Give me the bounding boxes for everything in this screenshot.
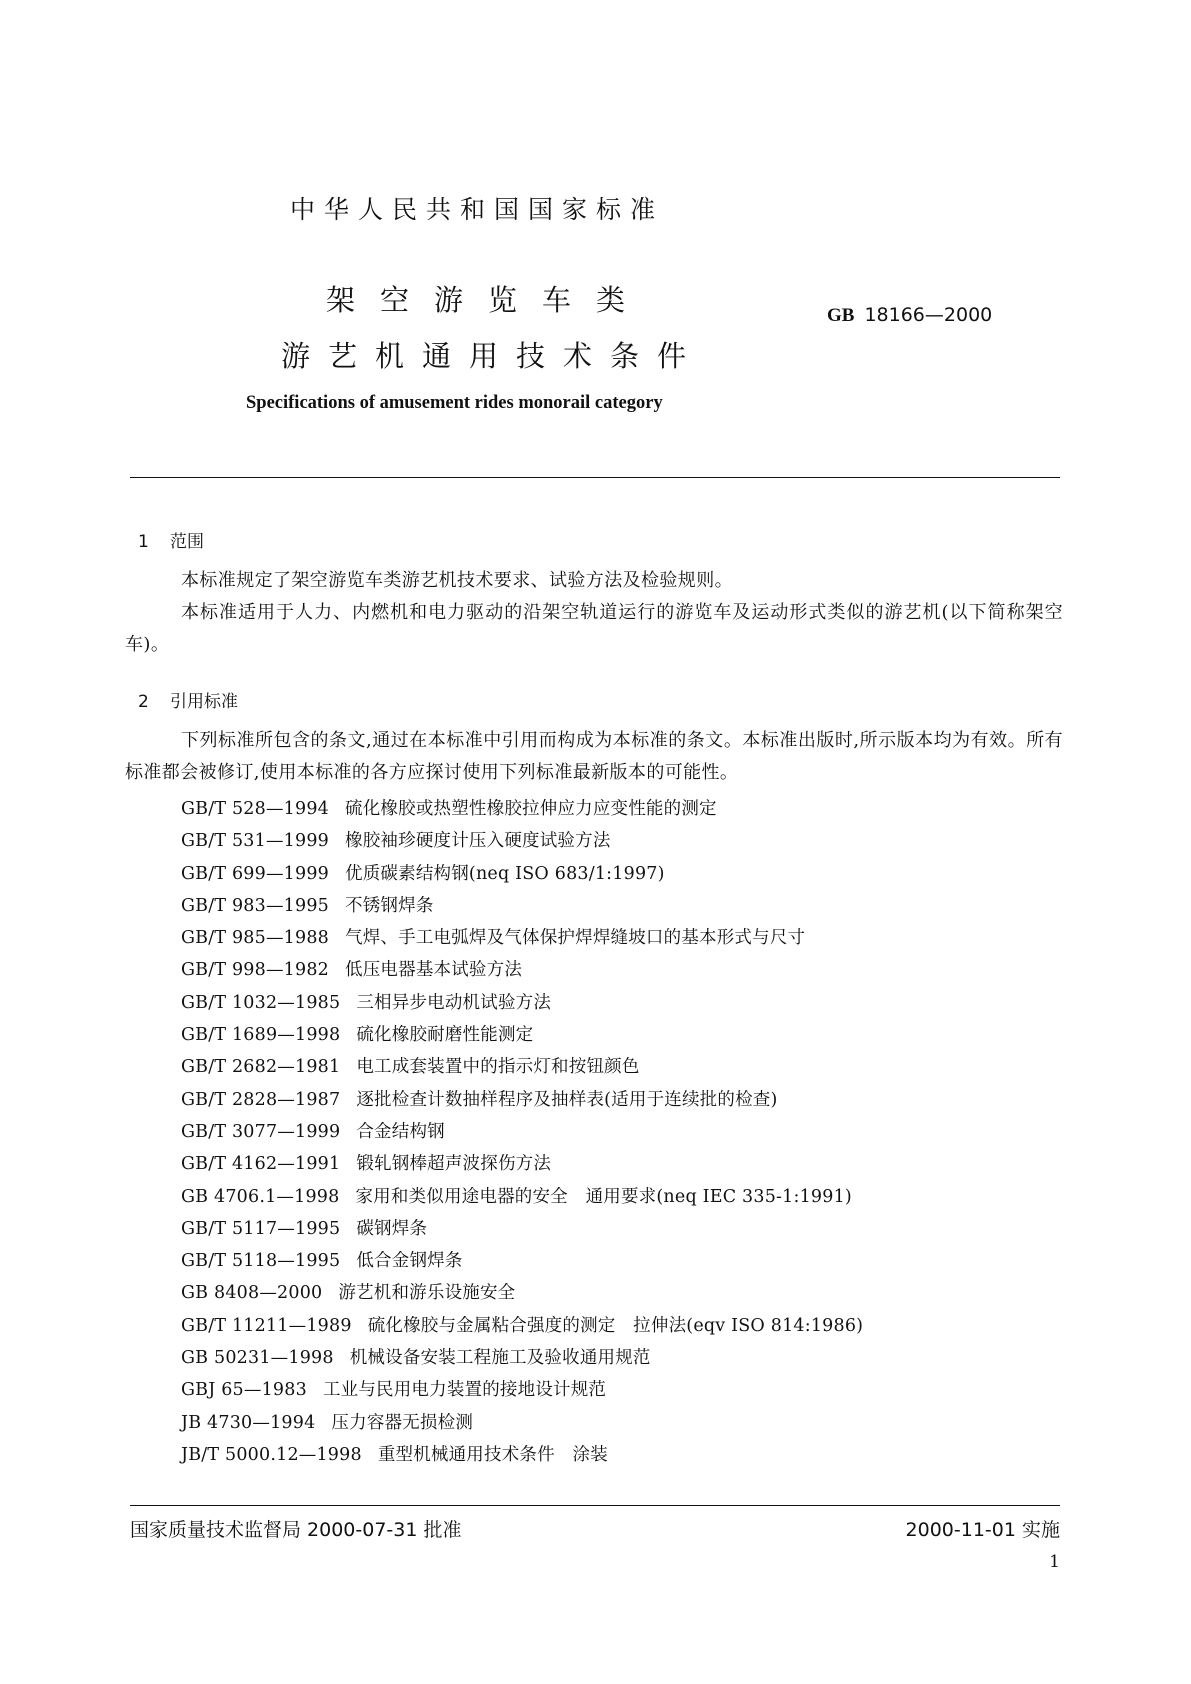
reference-item	[181, 1213, 863, 1245]
reference-code: GB/T 2828—1987	[181, 1089, 341, 1110]
english-title: Specifications of amusement rides monorail category	[246, 393, 663, 413]
header-divider	[130, 477, 1060, 478]
reference-item	[181, 890, 863, 922]
page-number: 1	[1049, 1552, 1060, 1572]
reference-item	[181, 1245, 863, 1277]
reference-title: 低压电器基本试验方法	[345, 960, 523, 981]
effective-date: 2000-11-01 实施	[905, 1519, 1060, 1541]
reference-title: 气焊、手工电弧焊及气体保护焊焊缝坡口的基本形式与尺寸	[345, 928, 806, 949]
footer-divider	[130, 1505, 1060, 1506]
reference-code: JB/T 5000.12—1998	[181, 1444, 362, 1465]
reference-item	[181, 1084, 863, 1116]
section-1-title: 范围	[170, 532, 204, 552]
reference-title: 硫化橡胶耐磨性能测定	[356, 1025, 534, 1046]
reference-title: 家用和类似用途电器的安全 通用要求(neq IEC 335-1:1991)	[355, 1186, 852, 1207]
reference-title: 三相异步电动机试验方法	[356, 992, 552, 1013]
reference-title: 合金结构钢	[356, 1121, 445, 1142]
standard-code-number: 18166—2000	[864, 304, 993, 326]
reference-code: GB/T 998—1982	[181, 960, 330, 981]
section-2-intro: 下列标准所包含的条文,通过在本标准中引用而构成为本标准的条文。本标准出版时,所示版本均为有效。所有标准都会被修订,使用本标准的各方应探讨使用下列标准最新版本的可能性。	[125, 730, 1063, 783]
national-standard-heading: 中华人民共和国国家标准	[290, 195, 665, 224]
reference-item	[181, 1019, 863, 1051]
reference-code: GB/T 4162—1991	[181, 1154, 341, 1175]
reference-title: 不锈钢焊条	[345, 895, 434, 916]
section-1-paragraph-1: 本标准规定了架空游览车类游艺机技术要求、试验方法及检验规则。	[181, 570, 733, 591]
reference-title: 硫化橡胶与金属粘合强度的测定 拉伸法(eqv ISO 814:1986)	[367, 1315, 864, 1336]
reference-item	[181, 1051, 863, 1083]
reference-title: 锻轧钢棒超声波探伤方法	[356, 1154, 552, 1175]
reference-code: GB 50231—1998	[181, 1348, 334, 1369]
reference-code: GB/T 1032—1985	[181, 992, 341, 1013]
reference-item	[181, 987, 863, 1019]
section-2-heading	[138, 687, 238, 712]
reference-title: 优质碳素结构钢(neq ISO 683/1:1997)	[345, 863, 665, 884]
approval-statement: 国家质量技术监督局 2000-07-31 批准	[130, 1519, 462, 1541]
section-2-title: 引用标准	[170, 692, 238, 712]
reference-item	[181, 825, 863, 857]
document-title-line1: 架空游览车类	[326, 283, 651, 317]
reference-title: 电工成套装置中的指示灯和按钮颜色	[356, 1057, 640, 1078]
reference-title: 低合金钢焊条	[356, 1251, 463, 1272]
section-1-heading	[138, 527, 204, 552]
reference-title: 重型机械通用技术条件 涂装	[377, 1444, 608, 1465]
reference-code: GB 8408—2000	[181, 1283, 323, 1304]
reference-item	[181, 1310, 863, 1342]
reference-code: GB/T 5118—1995	[181, 1251, 341, 1272]
reference-title: 硫化橡胶或热塑性橡胶拉伸应力应变性能的测定	[345, 799, 717, 819]
reference-item	[181, 922, 863, 954]
reference-title: 工业与民用电力装置的接地设计规范	[322, 1380, 607, 1401]
reference-code: JB 4730—1994	[181, 1412, 316, 1433]
reference-title: 压力容器无损检测	[331, 1412, 474, 1433]
reference-code: GB 4706.1—1998	[181, 1186, 340, 1207]
standard-code	[827, 304, 992, 327]
reference-code: GB/T 528—1994	[181, 799, 330, 819]
reference-title: 橡胶袖珍硬度计压入硬度试验方法	[345, 831, 611, 852]
reference-code: GB/T 11211—1989	[181, 1315, 352, 1336]
reference-code: GB/T 3077—1999	[181, 1121, 341, 1142]
reference-title: 碳钢焊条	[356, 1218, 428, 1239]
reference-item	[181, 1148, 863, 1180]
reference-item	[181, 1181, 863, 1213]
reference-code: GB/T 531—1999	[181, 831, 330, 852]
reference-code: GBJ 65—1983	[181, 1380, 307, 1401]
section-2-number: 2	[138, 692, 149, 712]
reference-code: GB/T 2682—1981	[181, 1057, 341, 1078]
reference-item	[181, 1407, 863, 1439]
reference-code: GB/T 985—1988	[181, 928, 330, 949]
reference-item	[181, 793, 863, 825]
reference-item	[181, 858, 863, 890]
reference-code: GB/T 5117—1995	[181, 1218, 341, 1239]
reference-item	[181, 1439, 863, 1471]
reference-code: GB/T 699—1999	[181, 863, 330, 884]
reference-item	[181, 1277, 863, 1309]
reference-code: GB/T 983—1995	[181, 895, 330, 916]
reference-item	[181, 1374, 863, 1406]
reference-title: 游艺机和游乐设施安全	[338, 1283, 516, 1304]
standard-code-prefix: GB	[827, 305, 855, 326]
reference-title: 逐批检查计数抽样程序及抽样表(适用于连续批的检查)	[356, 1089, 778, 1110]
reference-title: 机械设备安装工程施工及验收通用规范	[349, 1348, 651, 1369]
reference-item	[181, 1342, 863, 1374]
section-1-paragraph-2: 本标准适用于人力、内燃机和电力驱动的沿架空轨道运行的游览车及运动形式类似的游艺机(以下简称架空车)。	[125, 602, 1063, 655]
section-1-number: 1	[138, 532, 149, 552]
reference-item	[181, 1116, 863, 1148]
reference-list	[181, 793, 863, 1471]
reference-item	[181, 954, 863, 986]
document-title-line2: 游艺机通用技术条件	[281, 339, 705, 373]
reference-code: GB/T 1689—1998	[181, 1025, 341, 1046]
